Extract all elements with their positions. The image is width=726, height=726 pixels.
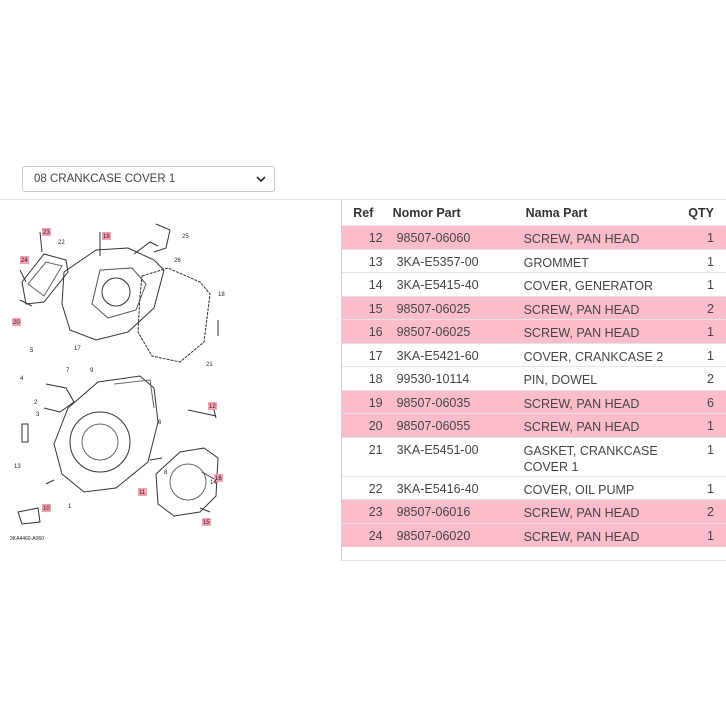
cell-part-no: 3KA-E5421-60 xyxy=(383,343,516,367)
cell-qty: 1 xyxy=(688,226,726,250)
cell-ref xyxy=(342,437,383,476)
cell-ref-text: 16 xyxy=(368,325,383,339)
svg-text:11: 11 xyxy=(139,490,146,496)
table-row[interactable] xyxy=(342,273,726,297)
table-row[interactable] xyxy=(342,367,726,391)
svg-text:1: 1 xyxy=(68,504,72,510)
cell-part-no: 98507-06025 xyxy=(383,320,516,344)
cell-name: SCREW, PAN HEAD xyxy=(516,414,689,438)
svg-text:7: 7 xyxy=(66,368,70,374)
table-row[interactable] xyxy=(342,390,726,414)
svg-text:17: 17 xyxy=(74,346,81,352)
table-row[interactable] xyxy=(342,343,726,367)
cell-name: COVER, OIL PUMP xyxy=(516,476,689,500)
cell-name: GASKET, CRANKCASE COVER 1 xyxy=(516,437,689,476)
cell-part-no: 3KA-E5357-00 xyxy=(383,249,516,273)
header-name: Nama Part xyxy=(525,205,588,220)
cell-ref-text: 13 xyxy=(368,254,383,269)
cell-part-no: 3KA-E5415-40 xyxy=(383,273,516,297)
cell-qty: 1 xyxy=(688,523,726,547)
svg-text:12: 12 xyxy=(209,404,216,410)
section-select-value: 08 CRANKCASE COVER 1 xyxy=(34,173,176,185)
svg-text:6: 6 xyxy=(158,420,162,426)
cell-qty: 1 xyxy=(688,476,726,500)
table-row[interactable] xyxy=(342,226,726,250)
cell-part-no: 98507-06035 xyxy=(383,390,516,414)
cell-part-no: 98507-06020 xyxy=(383,523,516,547)
svg-text:3: 3 xyxy=(36,412,40,418)
cell-qty: 1 xyxy=(688,437,726,476)
parts-diagram xyxy=(4,212,334,552)
cell-qty: 1 xyxy=(688,273,726,297)
svg-text:3KA4460-A060: 3KA4460-A060 xyxy=(10,536,44,542)
svg-text:21: 21 xyxy=(206,362,213,368)
svg-text:25: 25 xyxy=(182,234,189,240)
cell-ref xyxy=(342,414,383,438)
parts-table xyxy=(342,200,726,547)
cell-ref-text: 23 xyxy=(368,505,383,519)
cell-ref xyxy=(342,500,383,524)
cell-ref-text: 17 xyxy=(368,348,383,363)
table-row[interactable] xyxy=(342,476,726,500)
svg-text:16: 16 xyxy=(215,476,222,482)
svg-text:24: 24 xyxy=(21,258,28,264)
cell-qty: 1 xyxy=(688,414,726,438)
cell-part-no: 98507-06060 xyxy=(383,226,516,250)
cell-name: SCREW, PAN HEAD xyxy=(516,226,689,250)
cell-ref xyxy=(342,476,383,500)
cell-ref xyxy=(342,523,383,547)
cell-ref-text: 12 xyxy=(368,231,383,245)
svg-text:5: 5 xyxy=(30,348,34,354)
cell-qty: 6 xyxy=(688,390,726,414)
cell-ref-text: 24 xyxy=(368,528,383,543)
svg-text:15: 15 xyxy=(203,520,210,526)
cell-name: SCREW, PAN HEAD xyxy=(516,523,689,547)
svg-text:4: 4 xyxy=(20,376,24,382)
chevron-down-icon xyxy=(254,172,268,186)
table-row[interactable] xyxy=(342,296,726,320)
cell-ref xyxy=(342,343,383,367)
cell-ref xyxy=(342,367,383,391)
table-row[interactable] xyxy=(342,320,726,344)
cell-name: COVER, GENERATOR xyxy=(516,273,689,297)
cell-name: PIN, DOWEL xyxy=(516,367,689,391)
section-select[interactable] xyxy=(22,166,275,192)
cell-part-no: 98507-06016 xyxy=(383,500,516,524)
cell-name: COVER, CRANKCASE 2 xyxy=(516,343,689,367)
svg-text:20: 20 xyxy=(13,320,20,326)
cell-ref-text: 15 xyxy=(368,301,383,316)
svg-text:14: 14 xyxy=(210,480,217,486)
svg-text:10: 10 xyxy=(43,506,50,512)
cell-part-no: 98507-06025 xyxy=(383,296,516,320)
table-row[interactable] xyxy=(342,500,726,524)
cell-name: GROMMET xyxy=(516,249,689,273)
cell-qty: 2 xyxy=(688,500,726,524)
cell-ref-text: 20 xyxy=(368,419,383,433)
cell-ref-text: 21 xyxy=(368,442,383,457)
cell-ref xyxy=(342,390,383,414)
cell-qty: 1 xyxy=(688,320,726,344)
header-qty: QTY xyxy=(688,205,714,220)
svg-text:13: 13 xyxy=(14,464,21,470)
svg-text:26: 26 xyxy=(174,258,181,264)
table-bottom-line xyxy=(342,560,726,561)
table-row[interactable] xyxy=(342,249,726,273)
header-ref: Ref xyxy=(353,205,374,220)
cell-ref xyxy=(342,226,383,250)
table-row[interactable] xyxy=(342,414,726,438)
cell-ref-text: 18 xyxy=(368,372,383,386)
table-row[interactable] xyxy=(342,437,726,476)
svg-text:2: 2 xyxy=(34,400,38,406)
cell-part-no: 3KA-E5451-00 xyxy=(383,437,516,476)
table-row[interactable] xyxy=(342,523,726,547)
cell-part-no: 3KA-E5416-40 xyxy=(383,476,516,500)
parts-table-body xyxy=(342,226,726,547)
cell-part-no: 99530-10114 xyxy=(383,367,516,391)
svg-text:19: 19 xyxy=(103,234,110,240)
cell-ref-text: 19 xyxy=(368,395,383,410)
cell-ref xyxy=(342,320,383,344)
header-part-no: Nomor Part xyxy=(392,205,461,220)
cell-ref-text: 14 xyxy=(368,278,383,292)
cell-qty: 1 xyxy=(688,249,726,273)
svg-text:23: 23 xyxy=(43,230,50,236)
cell-name: SCREW, PAN HEAD xyxy=(516,296,689,320)
cell-ref xyxy=(342,273,383,297)
cell-qty: 2 xyxy=(688,296,726,320)
svg-text:18: 18 xyxy=(218,292,225,298)
cell-qty: 2 xyxy=(688,367,726,391)
cell-ref-text: 22 xyxy=(368,481,383,496)
svg-text:22: 22 xyxy=(58,240,65,246)
svg-text:8: 8 xyxy=(164,470,168,476)
cell-part-no: 98507-06055 xyxy=(383,414,516,438)
cell-ref xyxy=(342,249,383,273)
cell-ref xyxy=(342,296,383,320)
cell-qty: 1 xyxy=(688,343,726,367)
svg-text:9: 9 xyxy=(90,368,94,374)
cell-name: SCREW, PAN HEAD xyxy=(516,500,689,524)
cell-name: SCREW, PAN HEAD xyxy=(516,320,689,344)
cell-name: SCREW, PAN HEAD xyxy=(516,390,689,414)
